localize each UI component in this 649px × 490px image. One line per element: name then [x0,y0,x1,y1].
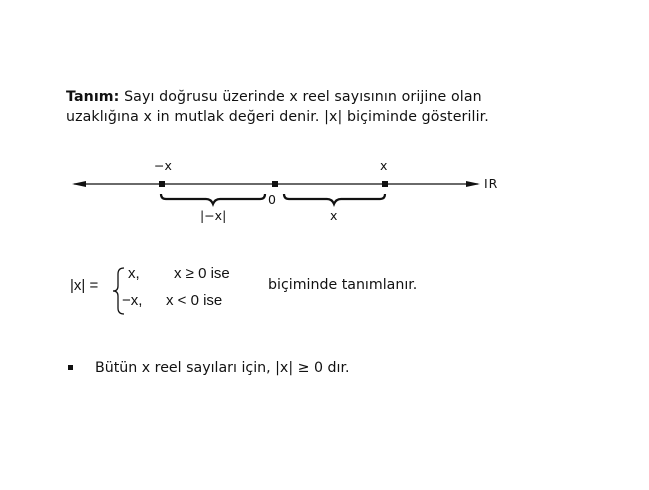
case1-value: x, [128,265,140,282]
label-axis-ir: IR [484,176,499,191]
bullet-text: Bütün x reel sayıları için, |x| ≥ 0 dır. [95,360,350,376]
right-arrow-icon [466,181,480,187]
formula-tail-text: biçiminde tanımlanır. [268,277,418,293]
definition-label: Tanım: [66,89,120,105]
brace-right-label: x [330,208,338,223]
number-line-diagram [60,156,520,232]
definition-text-line2: uzaklığına x in mutlak değeri denir. |x| biçiminde gösterilir. [66,109,489,125]
definition-text-line1: Sayı doğrusu üzerinde x reel sayısının orijine olan [119,89,482,105]
label-x: x [380,158,388,173]
case2-value: −x, [122,292,143,309]
absolute-value-formula [70,263,490,319]
label-origin: 0 [268,192,276,207]
formula-lhs: |x| = [70,277,99,294]
brace-left-label: |−x| [200,208,227,223]
label-minus-x: −x [154,158,172,173]
definition-paragraph [66,87,626,127]
point-origin [272,181,278,187]
right-brace [284,194,385,204]
left-brace [161,194,265,204]
left-arrow-icon [72,181,86,187]
point-minus-x [159,181,165,187]
bullet-square-icon [68,365,73,370]
bullet-item [68,358,350,378]
point-x [382,181,388,187]
case1-condition: x ≥ 0 ise [174,265,230,282]
number-line-svg [60,156,520,232]
case2-condition: x < 0 ise [166,292,223,309]
